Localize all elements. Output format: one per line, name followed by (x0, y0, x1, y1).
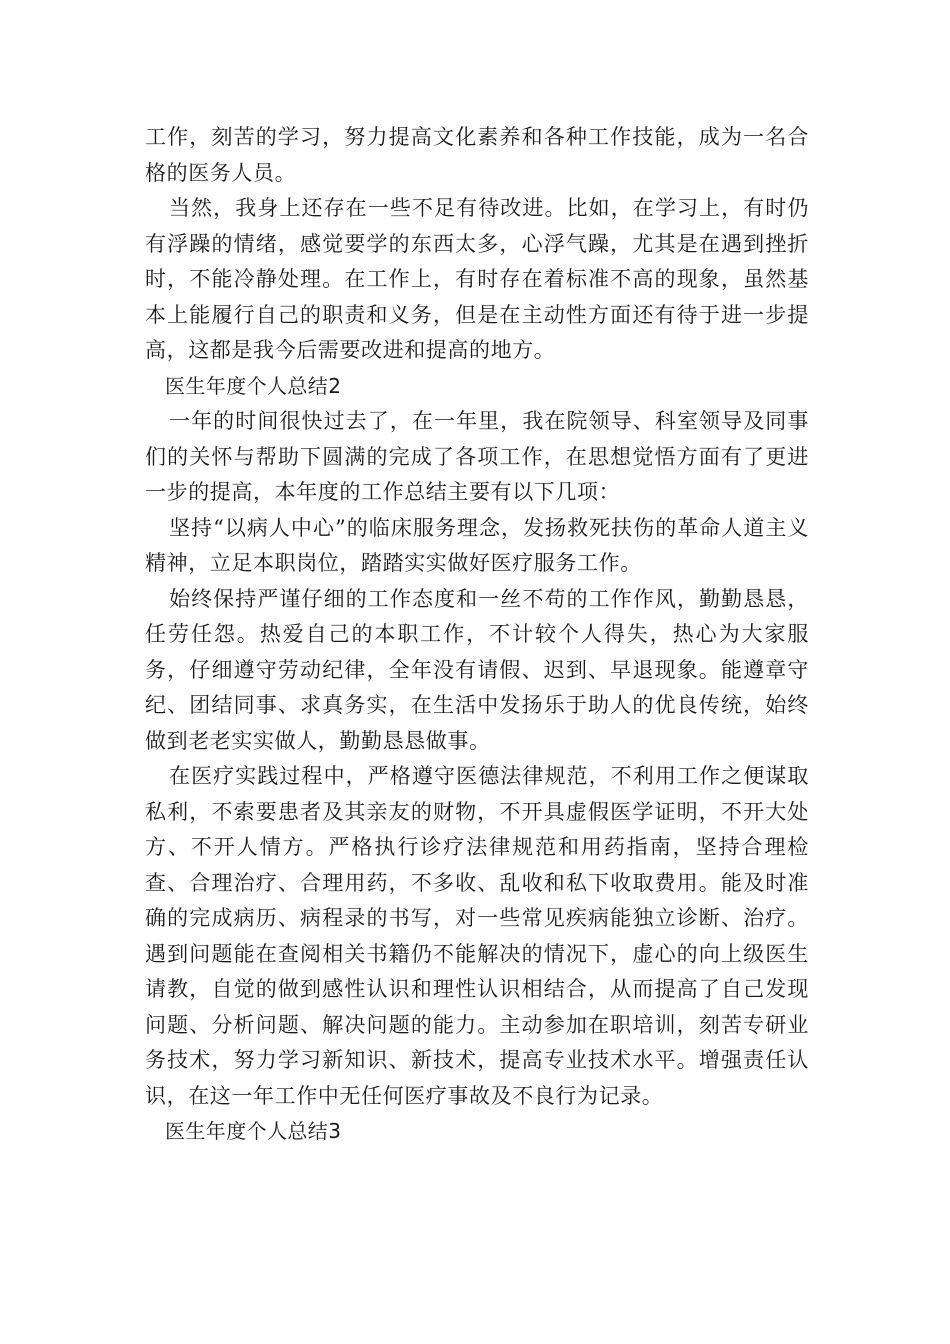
paragraph-6: 在医疗实践过程中，严格遵守医德法律规范，不利用工作之便谋取私利，不索要患者及其亲友的财物，不开具虚假医学证明，不开大处方、不开人情方。严格执行诊疗法律规范和用药指南，坚持合理检查、合理治疗、合理用药，不多收、乱收和私下收取费用。能及时准确的完成病历、病程录的书写，对一些常见疾病能独立诊断、治疗。遇到问题能在查阅相关书籍仍不能解决的情况下，虚心的向上级医生请教，自觉的做到感性认识和理性认识相结合，从而提高了自己发现问题、分析问题、解决问题的能力。主动参加在职培训，刻苦专研业务技术，努力学习新知识、新技术，提高专业技术水平。增强责任认识，在这一年工作中无任何医疗事故及不良行为记录。 (145, 764, 809, 1108)
paragraph-3: 一年的时间很快过去了，在一年里，我在院领导、科室领导及同事们的关怀与帮助下圆满的完成了各项工作，在思想觉悟方面有了更进一步的提高，本年度的工作总结主要有以下几项： (145, 409, 809, 504)
paragraph-4: 坚持“以病人中心”的临床服务理念，发扬救死扶伤的革命人道主义精神，立足本职岗位，踏踏实实做好医疗服务工作。 (145, 515, 809, 575)
paragraph-5: 始终保持严谨仔细的工作态度和一丝不苟的工作作风，勤勤恳恳，任劳任怨。热爱自己的本职工作，不计较个人得失，热心为大家服务，仔细遵守劳动纪律，全年没有请假、迟到、早退现象。能遵章守纪、团结同事、求真务实，在生活中发扬乐于助人的优良传统，始终做到老老实实做人，勤勤恳恳做事。 (145, 586, 809, 753)
section-heading-3: 医生年度个人总结3 (165, 1119, 342, 1143)
document-body (145, 120, 809, 1150)
paragraph-1: 工作，刻苦的学习，努力提高文化素养和各种工作技能，成为一名合格的医务人员。 (145, 125, 809, 185)
section-heading-2: 医生年度个人总结2 (165, 373, 342, 398)
paragraph-2: 当然，我身上还存在一些不足有待改进。比如，在学习上，有时仍有浮躁的情绪，感觉要学的东西太多，心浮气躁，尤其是在遇到挫折时，不能冷静处理。在工作上，有时存在着标准不高的现象，虽然基本上能履行自己的职责和义务，但是在主动性方面还有待于进一步提高，这都是我今后需要改进和提高的地方。 (145, 196, 809, 362)
